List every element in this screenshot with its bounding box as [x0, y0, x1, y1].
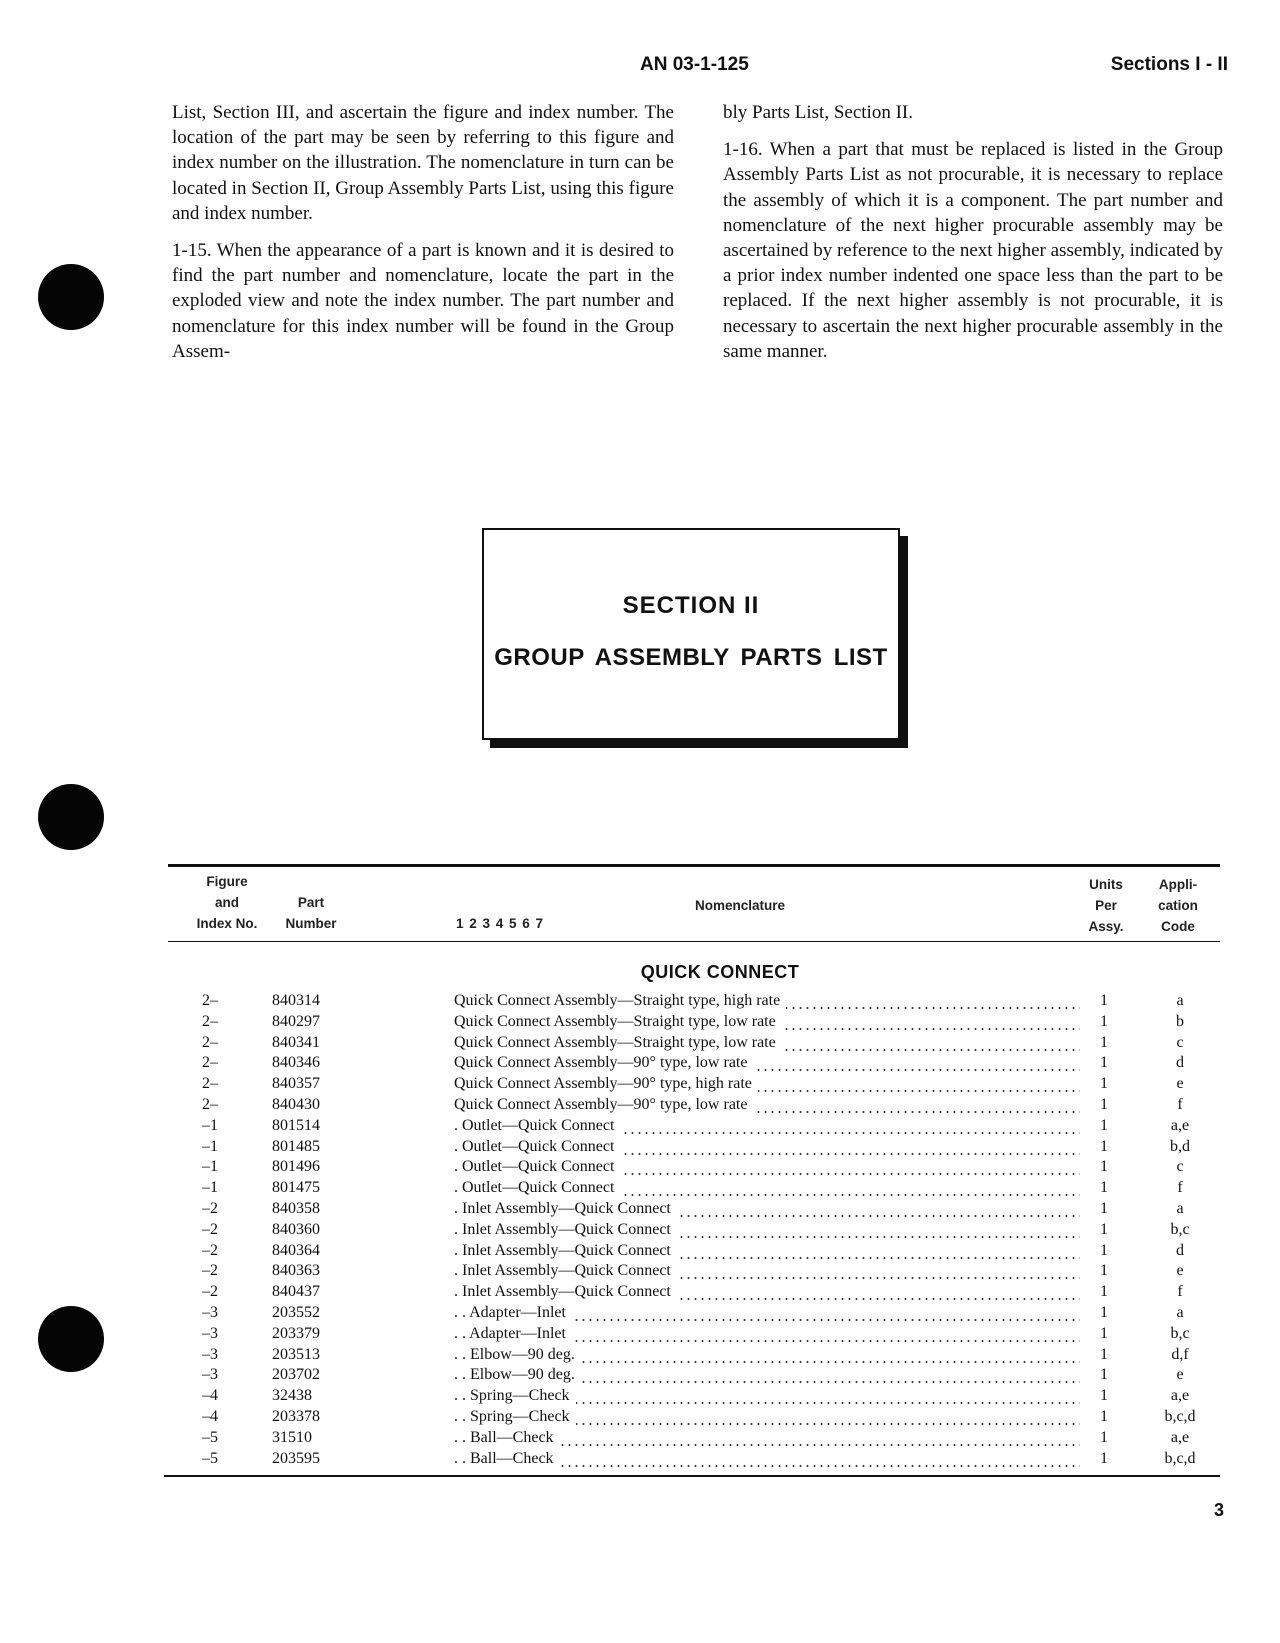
- part-number-cell: 840297: [272, 1012, 320, 1030]
- figure-index-cell: 2–: [202, 1033, 218, 1051]
- table-row: [0, 1117, 1280, 1138]
- header-text: Index No.: [196, 916, 258, 931]
- binder-hole-top: [38, 264, 104, 330]
- units-cell: 1: [1100, 1366, 1108, 1384]
- text-column-left: [172, 100, 674, 376]
- table-row: [0, 1054, 1280, 1075]
- header-text: Code: [1161, 919, 1195, 934]
- figure-index-cell: –3: [202, 1324, 218, 1342]
- nomenclature-cell: [454, 1034, 1080, 1052]
- application-code-cell: a,e: [1170, 1116, 1190, 1134]
- nomenclature-cell: [454, 1200, 1080, 1218]
- application-code-cell: d,f: [1171, 1345, 1189, 1363]
- section-number: SECTION II: [622, 592, 760, 619]
- table-row: [0, 1138, 1280, 1159]
- figure-index-cell: –4: [202, 1407, 218, 1425]
- nomenclature-cell: [454, 1221, 1080, 1239]
- application-code-cell: b,d: [1170, 1137, 1190, 1155]
- nomenclature-cell: [454, 1054, 1080, 1072]
- nomenclature-cell: [454, 1242, 1080, 1260]
- nomenclature-text: . Inlet Assembly—Quick Connect: [454, 1221, 677, 1238]
- figure-index-cell: –5: [202, 1428, 218, 1446]
- application-code-cell: b,c: [1170, 1220, 1190, 1238]
- units-cell: 1: [1100, 1283, 1108, 1301]
- table-row: [0, 1013, 1280, 1034]
- part-number-cell: 32438: [272, 1387, 312, 1405]
- nomenclature-cell: [454, 1429, 1080, 1447]
- part-number-cell: 840437: [272, 1283, 320, 1301]
- part-number-cell: 801475: [272, 1179, 320, 1197]
- part-number-cell: 203513: [272, 1345, 320, 1363]
- nomenclature-text: . . Ball—Check: [454, 1429, 560, 1446]
- table-row: [0, 1429, 1280, 1450]
- paragraph-1-15: 1-15. When the appearance of a part is known and it is desired to find the part number and nomenclature, locate the part in the exploded view and note the index number. The part number and nomenclature for this index number will be found in the Group Assem-: [172, 240, 674, 362]
- part-number-cell: 31510: [272, 1428, 312, 1446]
- page-header: [0, 52, 1280, 82]
- table-row: [0, 1158, 1280, 1179]
- application-code-cell: b,c,d: [1164, 1449, 1196, 1467]
- nomenclature-text: . . Adapter—Inlet: [454, 1325, 572, 1342]
- units-cell: 1: [1100, 1345, 1108, 1363]
- nomenclature-cell: [454, 1096, 1080, 1114]
- nomenclature-cell: [454, 992, 1080, 1010]
- units-cell: 1: [1100, 1199, 1108, 1217]
- table-row: [0, 992, 1280, 1013]
- table-row: [0, 1096, 1280, 1117]
- figure-index-cell: –3: [202, 1303, 218, 1321]
- header-text: Appli-: [1158, 877, 1198, 892]
- table-row: [0, 1325, 1280, 1346]
- application-code-cell: c: [1176, 1033, 1184, 1051]
- units-cell: 1: [1100, 1179, 1108, 1197]
- figure-index-cell: –2: [202, 1283, 218, 1301]
- units-cell: 1: [1100, 1241, 1108, 1259]
- units-cell: 1: [1100, 1220, 1108, 1238]
- part-number-cell: 801514: [272, 1116, 320, 1134]
- figure-index-cell: –2: [202, 1241, 218, 1259]
- nomenclature-cell: [454, 1179, 1080, 1197]
- nomenclature-text: . . Ball—Check: [454, 1450, 560, 1467]
- header-text: Units: [1089, 877, 1123, 892]
- figure-index-cell: –5: [202, 1449, 218, 1467]
- part-number-cell: 840314: [272, 992, 320, 1009]
- part-number-cell: 840360: [272, 1220, 320, 1238]
- table-row: [0, 1304, 1280, 1325]
- table-row: [0, 1346, 1280, 1367]
- nomenclature-text: Quick Connect Assembly—Straight type, high rate: [454, 992, 786, 1009]
- header-text: Number: [285, 916, 337, 931]
- application-code-cell: e: [1176, 1262, 1184, 1280]
- part-number-cell: 203378: [272, 1407, 320, 1425]
- application-code-cell: f: [1177, 1179, 1183, 1197]
- part-number-cell: 203552: [272, 1303, 320, 1321]
- header-text: Figure: [206, 874, 248, 889]
- document-code: AN 03-1-125: [640, 54, 749, 75]
- figure-index-cell: –3: [202, 1345, 218, 1363]
- part-number-cell: 203595: [272, 1449, 320, 1467]
- units-cell: 1: [1100, 1095, 1108, 1113]
- nomenclature-cell: [454, 1013, 1080, 1031]
- part-number-cell: 840346: [272, 1054, 320, 1072]
- nomenclature-cell: [454, 1262, 1080, 1280]
- header-text: Assy.: [1088, 919, 1124, 934]
- table-row: [0, 1387, 1280, 1408]
- figure-index-cell: 2–: [202, 1054, 218, 1072]
- header-units-per-assy: [1078, 874, 1134, 937]
- nomenclature-cell: [454, 1283, 1080, 1301]
- part-number-cell: 203702: [272, 1366, 320, 1384]
- units-cell: 1: [1100, 1324, 1108, 1342]
- units-cell: 1: [1100, 1054, 1108, 1072]
- figure-index-cell: 2–: [202, 1075, 218, 1093]
- application-code-cell: b,c: [1170, 1324, 1190, 1342]
- units-cell: 1: [1100, 1449, 1108, 1467]
- figure-index-cell: 2–: [202, 1095, 218, 1113]
- section-title-box: [482, 528, 900, 740]
- paragraph: List, Section III, and ascertain the figure and index number. The location of the part may be seen by referring to this figure and index number on the illustration. The nomenclature in turn can be located in Section II, Group Assembly Parts List, using this figure and index number.: [172, 102, 674, 224]
- table-row: [0, 1200, 1280, 1221]
- nomenclature-text: . . Elbow—90 deg.: [454, 1346, 581, 1363]
- table-row: [0, 1075, 1280, 1096]
- table-row: [0, 1366, 1280, 1387]
- application-code-cell: b,c,d: [1164, 1407, 1196, 1425]
- nomenclature-text: . . Spring—Check: [454, 1408, 576, 1425]
- nomenclature-cell: [454, 1325, 1080, 1343]
- application-code-cell: a,e: [1170, 1428, 1190, 1446]
- application-code-cell: f: [1177, 1095, 1183, 1113]
- figure-index-cell: –1: [202, 1116, 218, 1134]
- nomenclature-text: . Outlet—Quick Connect: [454, 1138, 620, 1155]
- header-nomenclature: Nomenclature: [694, 898, 786, 913]
- table-bottom-rule: [164, 1475, 1220, 1477]
- units-cell: 1: [1100, 1158, 1108, 1176]
- figure-index-cell: –1: [202, 1158, 218, 1176]
- nomenclature-cell: [454, 1158, 1080, 1176]
- table-row: [0, 1450, 1280, 1471]
- table-row: [0, 1179, 1280, 1200]
- units-cell: 1: [1100, 992, 1108, 1009]
- application-code-cell: b: [1176, 1012, 1184, 1030]
- table-row: [0, 1408, 1280, 1429]
- nomenclature-text: Quick Connect Assembly—Straight type, low rate: [454, 1034, 782, 1051]
- figure-index-cell: –3: [202, 1366, 218, 1384]
- nomenclature-text: Quick Connect Assembly—Straight type, low rate: [454, 1013, 782, 1030]
- units-cell: 1: [1100, 1033, 1108, 1051]
- table-top-rule: [168, 864, 1220, 867]
- page-number: 3: [1213, 1500, 1224, 1520]
- text-column-right: [723, 100, 1223, 376]
- nomenclature-text: . . Adapter—Inlet: [454, 1304, 572, 1321]
- part-number-cell: 203379: [272, 1324, 320, 1342]
- units-cell: 1: [1100, 1303, 1108, 1321]
- nomenclature-text: . Outlet—Quick Connect: [454, 1117, 620, 1134]
- binder-hole-middle: [38, 784, 104, 850]
- nomenclature-cell: [454, 1408, 1080, 1426]
- table-row: [0, 1242, 1280, 1263]
- table-row: [0, 1283, 1280, 1304]
- header-text: cation: [1158, 898, 1198, 913]
- nomenclature-text: . . Spring—Check: [454, 1387, 576, 1404]
- part-number-cell: 840357: [272, 1075, 320, 1093]
- nomenclature-cell: [454, 1138, 1080, 1156]
- application-code-cell: d: [1176, 1241, 1184, 1259]
- group-title: QUICK CONNECT: [640, 962, 800, 982]
- units-cell: 1: [1100, 1262, 1108, 1280]
- nomenclature-cell: [454, 1346, 1080, 1364]
- figure-index-cell: –2: [202, 1262, 218, 1280]
- application-code-cell: a: [1176, 1303, 1184, 1321]
- table-row: [0, 1262, 1280, 1283]
- application-code-cell: f: [1177, 1283, 1183, 1301]
- table-row: [0, 1221, 1280, 1242]
- application-code-cell: e: [1176, 1366, 1184, 1384]
- figure-index-cell: 2–: [202, 1012, 218, 1030]
- nomenclature-text: . Inlet Assembly—Quick Connect: [454, 1262, 677, 1279]
- figure-index-cell: –4: [202, 1387, 218, 1405]
- nomenclature-text: . Outlet—Quick Connect: [454, 1179, 620, 1196]
- nomenclature-text: . Inlet Assembly—Quick Connect: [454, 1242, 677, 1259]
- nomenclature-text: . Inlet Assembly—Quick Connect: [454, 1200, 677, 1217]
- nomenclature-cell: [454, 1366, 1080, 1384]
- nomenclature-cell: [454, 1387, 1080, 1405]
- application-code-cell: a: [1176, 992, 1184, 1009]
- header-figure-index: [182, 871, 272, 934]
- units-cell: 1: [1100, 1012, 1108, 1030]
- application-code-cell: a: [1176, 1199, 1184, 1217]
- figure-index-cell: –2: [202, 1199, 218, 1217]
- application-code-cell: e: [1176, 1075, 1184, 1093]
- nomenclature-cell: [454, 1304, 1080, 1322]
- units-cell: 1: [1100, 1428, 1108, 1446]
- nomenclature-text: . Outlet—Quick Connect: [454, 1158, 620, 1175]
- figure-index-cell: –2: [202, 1220, 218, 1238]
- paragraph-continued: bly Parts List, Section II.: [723, 102, 913, 123]
- parts-table-body: [0, 992, 1280, 1470]
- table-row: [0, 1034, 1280, 1055]
- table-header-rule: [168, 941, 1220, 942]
- header-text: Part: [297, 895, 325, 910]
- nomenclature-text: . Inlet Assembly—Quick Connect: [454, 1283, 677, 1300]
- figure-index-cell: –1: [202, 1137, 218, 1155]
- application-code-cell: d: [1176, 1054, 1184, 1072]
- section-title: GROUP ASSEMBLY PARTS LIST: [494, 644, 888, 671]
- header-application-code: [1138, 874, 1218, 937]
- figure-index-cell: –1: [202, 1179, 218, 1197]
- part-number-cell: 801485: [272, 1137, 320, 1155]
- part-number-cell: 840430: [272, 1095, 320, 1113]
- units-cell: 1: [1100, 1387, 1108, 1405]
- header-text: and: [214, 895, 239, 910]
- header-sections: Sections I - II: [1110, 54, 1228, 75]
- nomenclature-cell: [454, 1450, 1080, 1468]
- nomenclature-text: Quick Connect Assembly—90° type, low rate: [454, 1054, 753, 1071]
- units-cell: 1: [1100, 1116, 1108, 1134]
- header-text: Per: [1095, 898, 1117, 913]
- nomenclature-cell: [454, 1117, 1080, 1135]
- units-cell: 1: [1100, 1137, 1108, 1155]
- nomenclature-cell: [454, 1075, 1080, 1093]
- nomenclature-text: Quick Connect Assembly—90° type, low rate: [454, 1096, 753, 1113]
- nomenclature-text: . . Elbow—90 deg.: [454, 1366, 581, 1383]
- application-code-cell: a,e: [1170, 1387, 1190, 1405]
- header-part-number: [266, 892, 356, 934]
- units-cell: 1: [1100, 1407, 1108, 1425]
- units-cell: 1: [1100, 1075, 1108, 1093]
- part-number-cell: 840341: [272, 1033, 320, 1051]
- application-code-cell: c: [1176, 1158, 1184, 1176]
- part-number-cell: 840363: [272, 1262, 320, 1280]
- part-number-cell: 840358: [272, 1199, 320, 1217]
- part-number-cell: 801496: [272, 1158, 320, 1176]
- paragraph-1-16: 1-16. When a part that must be replaced is listed in the Group Assembly Parts List as not procurable, it is necessary to replace the assembly of which it is a component. The part number and nomenclature of the next higher procurable assembly may be ascertained by reference to the next higher assembly, indicated by a prior index number indented one space less than the part to be replaced. If the next higher assembly is not procurable, it is necessary to ascertain the next higher procurable assembly in the same manner.: [723, 139, 1223, 362]
- nomenclature-text: Quick Connect Assembly—90° type, high rate: [454, 1075, 758, 1092]
- part-number-cell: 840364: [272, 1241, 320, 1259]
- header-indent-levels: 1 2 3 4 5 6 7: [456, 916, 544, 931]
- figure-index-cell: 2–: [202, 992, 218, 1009]
